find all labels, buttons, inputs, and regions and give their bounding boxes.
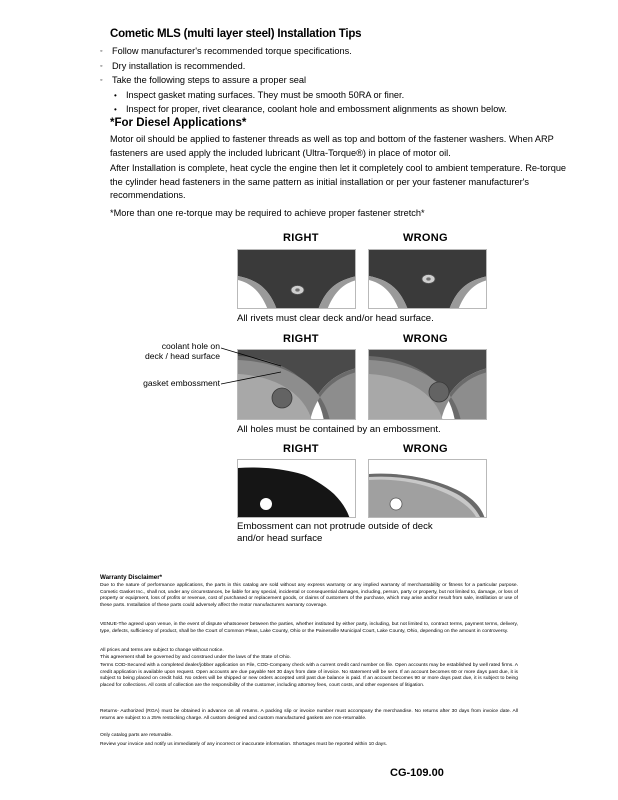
- annotation-coolant-hole-line2: deck / head surface: [144, 351, 220, 361]
- figure2-right-label: RIGHT: [283, 333, 319, 345]
- rivet-clearance-right-diagram: [238, 250, 356, 309]
- rivet-clearance-wrong-diagram: [369, 250, 487, 309]
- warranty-heading: Warranty Disclaimer*: [100, 574, 163, 581]
- warranty-paragraph-2: VENUE-The agreed upon venue, in the event of dispute whatsoever between the parties, whether instituted by either party, including, but not limited to, contract terms, payment terms, delivery, type, defects, sufficiency of product, shall be the Court of Common Pleas, Lake County, Ohio or the Painesville Municipal Court, Lake County, Ohio, depending on the amount in controversy.: [100, 622, 518, 634]
- annotation-leader-lines: [219, 338, 319, 398]
- circle-bullet-icon: ◦: [100, 62, 103, 70]
- diesel-paragraph-1: Motor oil should be applied to fastener threads as well as top and bottom of the fastener washers. When ARP fasteners are used apply the included lubricant (Ultra-Torque®) in place of motor oil.: [110, 134, 554, 158]
- section-heading-diesel: *For Diesel Applications*: [110, 117, 247, 129]
- diesel-paragraph-2: After Installation is complete, heat cycle the engine then let it completely cool to ambient temperature. Re-torque the cylinder head fasteners in the same pattern as initial installation or per your fastener manufacturer's recommendations.: [110, 163, 567, 200]
- warranty-paragraph-1: Due to the nature of performance applications, the parts in this catalog are sold without any express warranty or any implied warranty of merchantability or fitness for a particular purpose. Cometic Gasket Inc., shall not, under any circumstances, be liable for any special, incidental or consequential damages, including, person, party or property, but not limited to, damage, or loss of property or equipment, loss of profits or revenue, cost of purchased or replacement goods, or claims of customers of the purchase, which may arise and/or result from sale, instillation or use of these parts. Installation of these parts could adversely affect the motor manufacturers warranty coverage.: [100, 583, 518, 608]
- list-item-label: Follow manufacturer's recommended torque specifications.: [112, 46, 352, 56]
- figure3-caption-line1: Embossment can not protrude outside of deck: [237, 521, 433, 532]
- figure1-right-panel: [237, 249, 356, 309]
- embossment-right-diagram: [238, 460, 356, 518]
- figure2-caption: All holes must be contained by an embossment.: [237, 424, 441, 435]
- warranty-paragraph-3: This agreement shall be governed by and construed under the laws of the State of Ohio.: [100, 655, 291, 660]
- warranty-paragraph-8: Review your invoice and notify us immediately of any incorrect or inaccurate information. Shortages must be reported within 10 days.: [100, 742, 388, 747]
- dot-bullet-icon: •: [114, 105, 117, 114]
- list-item-label: Inspect gasket mating surfaces. They must be smooth 50RA or finer.: [126, 89, 405, 100]
- figure1-wrong-panel: [368, 249, 487, 309]
- figure3-wrong-label: WRONG: [403, 443, 448, 455]
- figure3-right-label: RIGHT: [283, 443, 319, 455]
- warranty-paragraph-6: Returns- Authorized (RGA) must be obtained in advance on all returns. A packing slip or invoice number must accompany the merchandise. No returns after 30 days from invoice date. All returns are subject to a 25% restocking charge. All custom designed and custom manufactured gaskets are non-returnable.: [100, 709, 518, 721]
- annotation-coolant-hole: [120, 341, 220, 361]
- figure1-right-label: RIGHT: [283, 232, 319, 244]
- embossment-wrong-diagram: [369, 460, 487, 518]
- figure2-wrong-panel: [368, 349, 487, 420]
- list-item-label: Take the following steps to assure a proper seal: [112, 75, 307, 85]
- figure3-caption-line2: and/or head surface: [237, 533, 323, 544]
- warranty-paragraph-7: Only catalog parts are returnable.: [100, 733, 173, 738]
- figure2-wrong-label: WRONG: [403, 333, 448, 345]
- warranty-paragraph-4: All prices and terms are subject to change without notice.: [100, 648, 224, 653]
- figure3-right-panel: [237, 459, 356, 518]
- circle-bullet-icon: ◦: [100, 48, 103, 55]
- list-item-label: Dry installation is recommended.: [112, 60, 246, 71]
- figure1-caption: All rivets must clear deck and/or head surface.: [237, 313, 434, 324]
- dot-bullet-icon: •: [114, 90, 117, 100]
- diesel-paragraph-3: *More than one re-torque may be required to achieve proper fastener stretch*: [110, 208, 425, 218]
- page-title: Cometic MLS (multi layer steel) Installation Tips: [110, 28, 362, 40]
- annotation-gasket-embossment: gasket embossment: [143, 378, 220, 388]
- figure3-wrong-panel: [368, 459, 487, 518]
- coolant-hole-wrong-diagram: [369, 350, 487, 420]
- warranty-paragraph-5: Terms COD-Secured with a completed dealer/jobber application on File, COD-Company check with a current credit card number on file. Open accounts may be established by well rated firms. A credit application is available upon request. Open accounts are due payable Net 30 days from date of invoice. No statement will be sent. If an account becomes 60 or more days past due, it is subject to being placed on credit hold. No orders will be shipped or new orders accepted until past due balance is paid. If an account becomes 90 or more days past due, it is subject to being placed for collections. All costs of collection are the responsibility of the customer, including attorney fees, court costs, and other expenses of litigation.: [100, 663, 518, 688]
- circle-bullet-icon: ◦: [100, 77, 103, 84]
- annotation-coolant-hole-line1: coolant hole on: [161, 341, 220, 351]
- figure1-wrong-label: WRONG: [403, 232, 448, 244]
- document-id: CG-109.00: [390, 767, 444, 779]
- list-item-label: Inspect for proper, rivet clearance, coolant hole and embossment alignments as shown below.: [126, 104, 507, 114]
